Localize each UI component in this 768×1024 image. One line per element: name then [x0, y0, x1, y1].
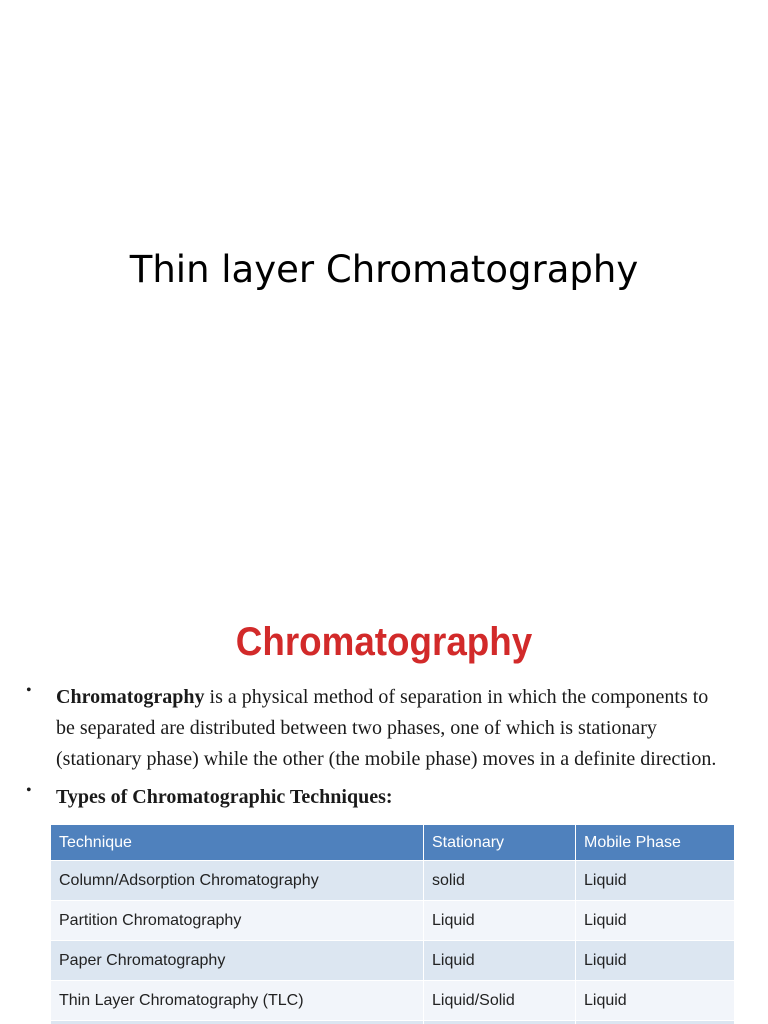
techniques-table — [51, 825, 735, 1024]
chromatography-slide — [0, 590, 768, 1024]
definition-text — [56, 682, 716, 775]
column-header-stationary: Stationary — [424, 825, 576, 861]
slide-heading: Chromatography — [235, 620, 533, 664]
definition-line-2: be separated are distributed between two phases, one of which is stationary — [56, 717, 657, 739]
table-header-row — [51, 825, 735, 861]
table-row — [51, 941, 735, 981]
bullet-icon: • — [26, 782, 32, 799]
definition-term: Chromatography — [56, 686, 205, 708]
bullet-icon: • — [26, 682, 32, 699]
types-heading: Types of Chromatographic Techniques: — [56, 786, 393, 808]
column-header-mobile-phase: Mobile Phase — [576, 825, 735, 861]
table-cell: Thin Layer Chromatography (TLC) — [51, 981, 424, 1021]
table-cell: Paper Chromatography — [51, 941, 424, 981]
table-cell: Liquid — [576, 981, 735, 1021]
table-row — [51, 981, 735, 1021]
table-cell: Column/Adsorption Chromatography — [51, 861, 424, 901]
definition-line-3: (stationary phase) while the other (the mobile phase) moves in a definite direction. — [56, 748, 717, 770]
table-cell: Liquid — [424, 901, 576, 941]
table-cell: Liquid/Solid — [424, 981, 576, 1021]
slide-title: Thin layer Chromatography — [129, 248, 639, 291]
table-cell: Liquid — [424, 941, 576, 981]
column-header-technique: Technique — [51, 825, 424, 861]
table-row — [51, 861, 735, 901]
table-cell: solid — [424, 861, 576, 901]
table-cell: Partition Chromatography — [51, 901, 424, 941]
table-cell: Liquid — [576, 941, 735, 981]
table-cell: Liquid — [576, 861, 735, 901]
table-cell: Liquid — [576, 901, 735, 941]
table-row — [51, 901, 735, 941]
definition-line-1: is a physical method of separation in which the components to — [204, 686, 709, 708]
